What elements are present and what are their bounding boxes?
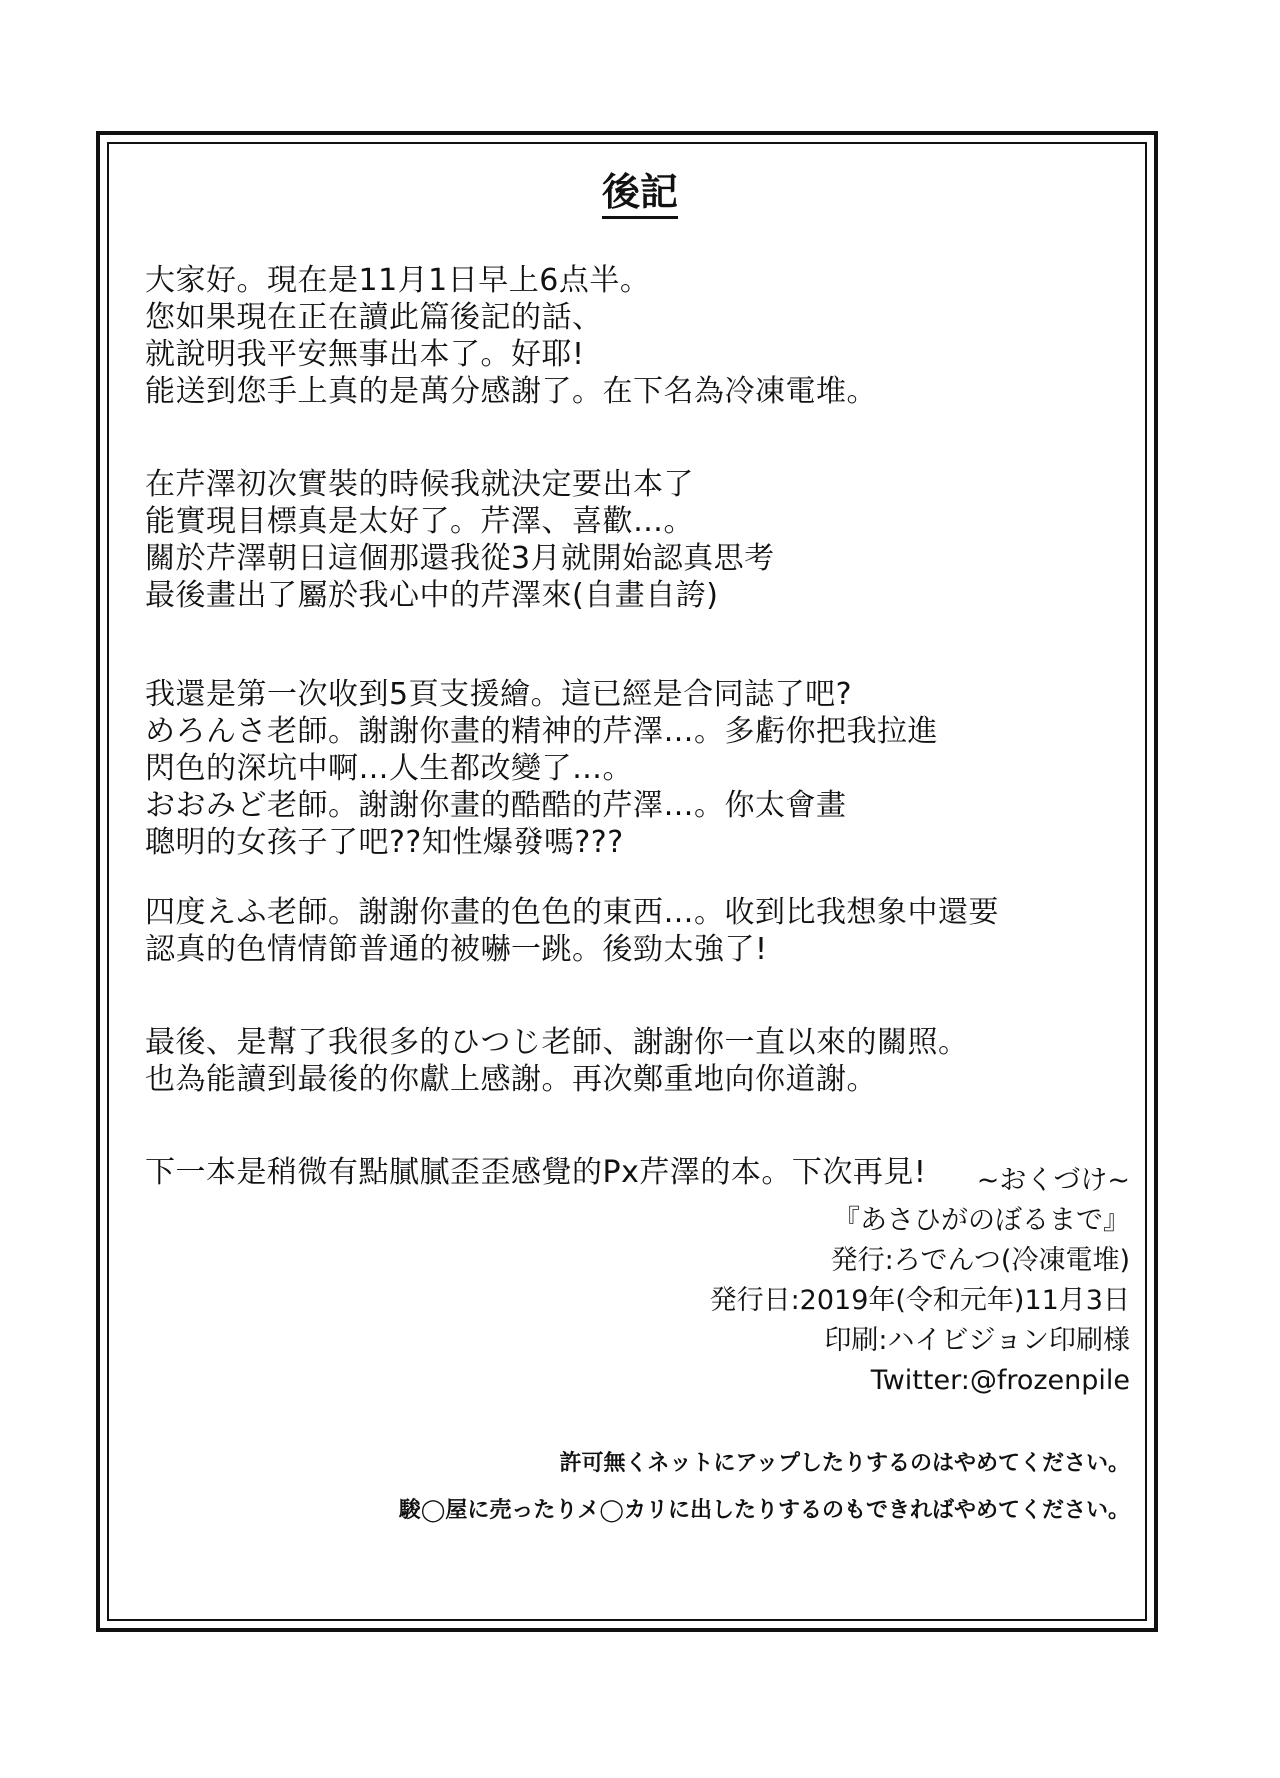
- text-line: 就說明我平安無事出本了。好耶!: [145, 337, 585, 372]
- paragraph-greeting: [145, 262, 1125, 410]
- text-line: 認真的色情情節普通的被嚇一跳。後勁太強了!: [145, 932, 768, 967]
- colophon-publisher: 発行:ろでんつ(冷凍電堆): [830, 1245, 1130, 1276]
- text-line: 關於芹澤朝日這個那還我從3月就開始認真思考: [145, 541, 775, 576]
- page-title-text: 後記: [602, 170, 678, 219]
- text-line: 下一本是稍微有點膩膩歪歪感覺的Px芹澤的本。下次再見!: [145, 1155, 927, 1190]
- colophon-twitter: Twitter:@frozenpile: [870, 1365, 1130, 1396]
- text-line: 最後、是幫了我很多的ひつじ老師、謝謝你一直以來的關照。: [145, 1025, 969, 1060]
- paragraph-guest-thanks: [145, 676, 1125, 861]
- colophon-book-title: 『あさひがのぼるまで』: [833, 1205, 1130, 1236]
- notice-line: 駿◯屋に売ったりメ◯カリに出したりするのもできればやめてください。: [398, 1498, 1130, 1523]
- text-line: 我還是第一次收到5頁支援繪。這已經是合同誌了吧?: [145, 677, 853, 712]
- text-line: 四度えふ老師。謝謝你畫的色色的東西…。收到比我想象中還要: [145, 895, 999, 930]
- text-line: 您如果現在正在讀此篇後記的話、: [145, 300, 603, 335]
- text-line: めろんさ老師。謝謝你畫的精神的芹澤…。多虧你把我拉進: [145, 714, 938, 749]
- colophon: [430, 1161, 1130, 1401]
- afterword-body: [145, 262, 1125, 1191]
- text-line: 聰明的女孩子了吧??知性爆發嗎???: [145, 825, 624, 860]
- notice-line: 許可無くネットにアップしたりするのはやめてください。: [559, 1451, 1130, 1476]
- text-line: おおみど老師。謝謝你畫的酷酷的芹澤…。你太會畫: [145, 788, 847, 823]
- text-line: 大家好。現在是11月1日早上6点半。: [145, 263, 651, 298]
- text-line: 能實現目標真是太好了。芹澤、喜歡…。: [145, 504, 694, 539]
- text-line: 在芹澤初次實裝的時候我就決定要出本了: [145, 467, 694, 502]
- colophon-publish-date: 発行日:2019年(令和元年)11月3日: [709, 1285, 1130, 1316]
- paragraph-final-thanks: [145, 1024, 1125, 1098]
- paragraph-guest-thanks-2: [145, 894, 1125, 968]
- page-title: [0, 168, 1280, 216]
- colophon-heading: ~おくづけ~: [976, 1165, 1130, 1196]
- notice-block: [230, 1440, 1130, 1534]
- text-line: 能送到您手上真的是萬分感謝了。在下名為冷凍電堆。: [145, 374, 877, 409]
- text-line: 也為能讀到最後的你獻上感謝。再次鄭重地向你道謝。: [145, 1062, 877, 1097]
- text-line: 最後畫出了屬於我心中的芹澤來(自畫自誇): [145, 578, 719, 613]
- text-line: 閃色的深坑中啊…人生都改變了…。: [145, 751, 633, 786]
- colophon-printer: 印刷:ハイビジョン印刷様: [824, 1325, 1130, 1356]
- paragraph-motivation: [145, 466, 1125, 614]
